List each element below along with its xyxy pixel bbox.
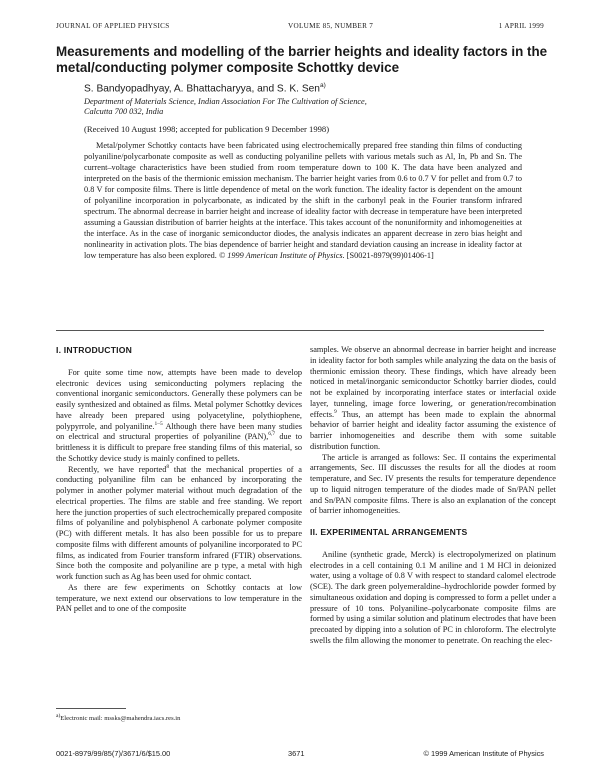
volume-number: VOLUME 85, NUMBER 7 — [288, 22, 374, 30]
footnote-divider — [56, 708, 126, 709]
footer-code: 0021-8979/99/85(7)/3671/6/$15.00 — [56, 749, 171, 758]
paragraph — [310, 345, 556, 453]
affiliation-line-2: Calcutta 700 032, India — [84, 107, 164, 117]
abstract-divider — [56, 330, 544, 331]
citation: 6,7 — [268, 431, 276, 438]
page-number: 3671 — [288, 749, 305, 758]
issue-date: 1 APRIL 1999 — [498, 22, 544, 30]
citation: 9 — [334, 408, 337, 415]
paragraph — [56, 465, 302, 583]
left-column — [56, 345, 302, 615]
received-dates: (Received 10 August 1998; accepted for publication 9 December 1998) — [84, 124, 330, 134]
footnote-text: Electronic mail: mssks@mahendra.iacs.res.in — [60, 715, 181, 723]
section-heading-experimental: II. EXPERIMENTAL ARRANGEMENTS — [310, 527, 468, 537]
affiliation — [84, 97, 484, 117]
author-list — [84, 82, 326, 94]
paragraph: The article is arranged as follows: Sec. II contains the experimental arrangements, Sec. III discusses the results for all the diodes at room temperature, and Sec. IV presents the results for temperature dependence up to liquid nitrogen temperature of the diodes made of Sn/PAN pellet and Sn/PAN composite films. There is also an explanation of the concept of barrier inhomogeneities. — [310, 452, 556, 516]
text-run: Although there have been many studies on electrical and structural properties of polyaniline (PAN), — [56, 421, 302, 442]
paragraph: As there are few experiments on Schottky contacts at low temperature, we next extend our observations to low temperature in the PAN pellet and to one of the composite — [56, 582, 302, 614]
abstract-paragraph — [84, 141, 522, 261]
text-run: that the mechanical properties of a conducting polyaniline film can be enhanced by incorporating the polymer in another polymer material without much degradation of the electrical properties. The films are stable and free standing. We report here the junction properties of such electrochemically prepared composite films of polyaniline and polybisphenol A carbonate polymer composite (PC) with different metals. It has also been possible for us to prepare composite films with different amounts of polyaniline incorporated to PC films, as indicated from Fourier transform infrared (FTIR) observations. Since both the composite and polyaniline are p type, a metal with high work function such as Ag has been used for ohmic contact. — [56, 464, 302, 581]
abstract-copyright: © 1999 American Institute of Physics. — [218, 250, 345, 260]
author-names: S. Bandyopadhyay, A. Bhattacharyya, and S. K. Sen — [84, 83, 320, 95]
right-column — [310, 345, 556, 647]
text-run: samples. We observe an abnormal decrease in barrier height and increase in ideality factor for both samples while analyzing the data on the basis of thermionic emission theory. These findings, which have already been noticed in metal/inorganic semiconductor Schottky barrier diodes, could not be explained by incorporating interface states or interfacial oxide layer, tunneling, image force lowering, or generation/recombination effects. — [310, 345, 556, 419]
abstract-code: [S0021-8979(99)01406-1] — [346, 250, 434, 260]
affiliation-line-1: Department of Materials Science, Indian Association For The Cultivation of Science, — [84, 97, 367, 106]
paragraph — [56, 368, 302, 465]
citation: 1–5 — [154, 420, 163, 427]
abstract-text: Metal/polymer Schottky contacts have been fabricated using electrochemically prepared free standing thin films of conducting polyaniline/polycarbonate composite as well as conducting polyaniline pellets with various metals such as Al, In, Pb and Sn. The current–voltage characteristics have been studied from room temperature down to 100 K. The data have been analyzed and interpreted on the basis of the thermionic emission mechanism. The barrier height varies from 0.6 to 0.7 V for pellet and from 0.7 to 0.8 V for composite films. There is little dependence of metal on the work function. The ideality factor is dependent on the amount of polyaniline incorporation in polycarbonate, as indicated by the shift in the carbonyl peak in the Fourier transform infrared spectrum. The abnormal decrease in barrier height and increase of ideality factor with decrease in temperature have been interpreted assuming a Gaussian distribution of barrier heights at the interface. This takes account of the nonuniformity and inhomogeneities at the interface. As in the case of inorganic semiconductor diodes, the analysis indicates an apparent decrease in zero bias height and nonlinearity in activation plots. The bias dependence of barrier height and standard deviation causing an increase in ideality factor at low temperature has also been explored. — [84, 141, 522, 260]
text-run: Thus, an attempt has been made to explain the abnormal behavior of barrier height and ideality factor assuming the existence of barrier inhomogeneities and describe them with some suitable distribution function. — [310, 409, 556, 451]
footnote — [56, 713, 180, 722]
footnote-mark: a) — [56, 713, 61, 719]
paragraph: Aniline (synthetic grade, Merck) is electropolymerized on platinum electrodes in a cell containing 0.1 M aniline and 1 M HCl in deionized water, using a voltage of 0.8 V with respect to standard calomel electrode (SCE). The dark green polyemeraldine–hydrochloride powder formed by simultaneous oxidation and doping is compressed to form a pellet under a pressure of 10 tons. Polyaniline–polycarbonate composite films are formed by using a similar solution and platinum electrodes that have been precoated by dipping into a solution of PC in chloroform. The electrolyte swells the film allowing the monomer to penetrate. On reaching the elec- — [310, 549, 556, 645]
section-heading-introduction: I. INTRODUCTION — [56, 345, 133, 355]
text-run: due to brittleness it is difficult to prepare free standing films of this material, so the Schottky device study is mainly confined to pellets. — [56, 432, 302, 463]
journal-name: JOURNAL OF APPLIED PHYSICS — [56, 22, 170, 30]
citation: 8 — [166, 463, 170, 470]
text-run: Recently, we have reported — [68, 464, 167, 474]
text-run: For quite some time now, attempts have been made to develop electronic devices using semiconducting polymers replacing the conventional inorganic semiconductors. Generally these polymers can be easily synthesized and obtained as films. Metal polymer Schottky devices have already been prepared using polyacetyline, polythiophene, polypyrrole, and polyaniline. — [56, 367, 302, 431]
abstract — [84, 141, 522, 261]
footer-copyright: © 1999 American Institute of Physics — [423, 749, 544, 758]
author-footnote-mark: a) — [319, 82, 326, 89]
paper-title: Measurements and modelling of the barrier heights and ideality factors in the metal/conducting polymer composite Schottky device — [56, 44, 548, 75]
